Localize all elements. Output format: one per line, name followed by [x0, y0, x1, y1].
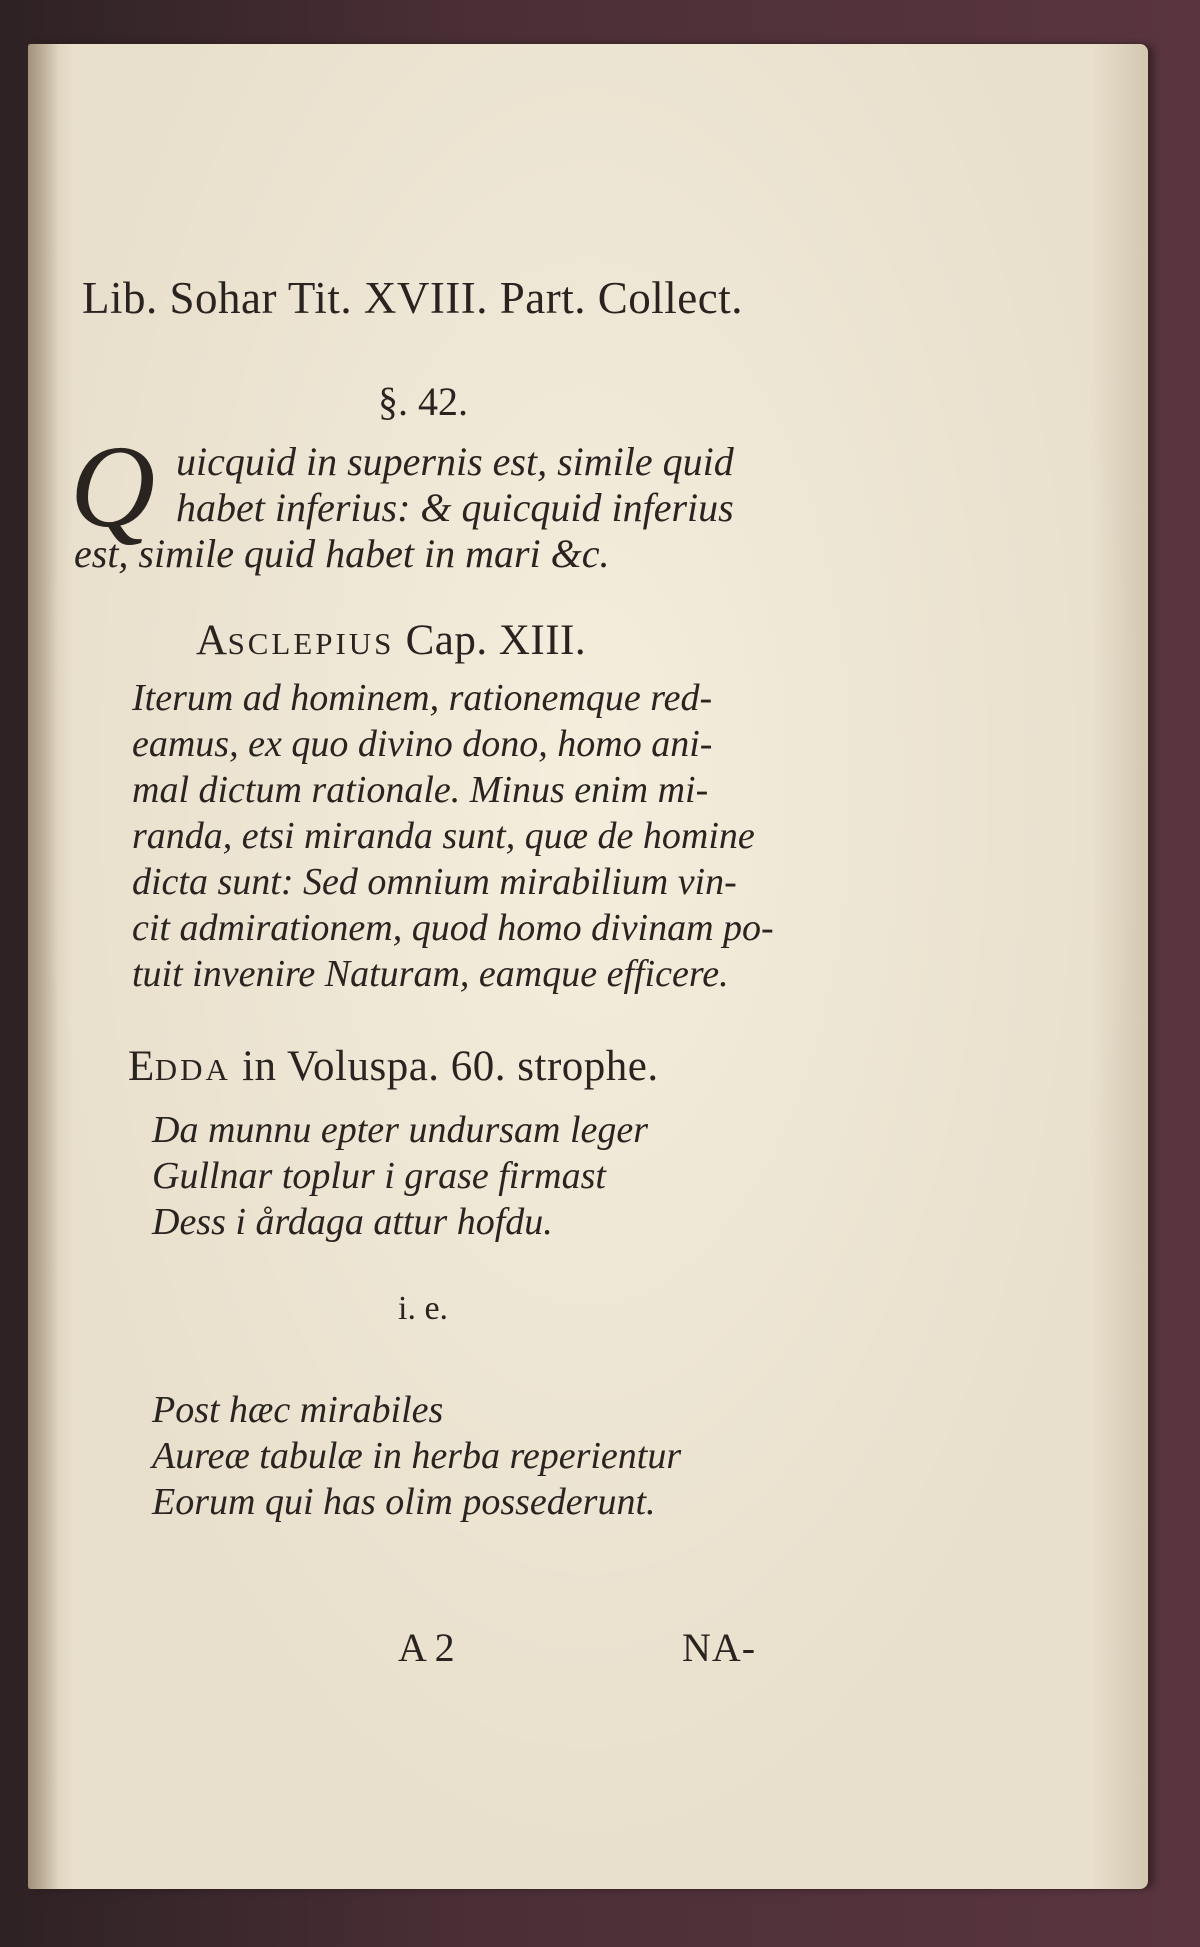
drop-cap: Q — [70, 421, 156, 552]
catchword: NA- — [682, 1625, 757, 1670]
asclepius-line: mal dictum rationale. Minus enim mi- — [132, 769, 709, 811]
asclepius-chapter: Cap. XIII. — [405, 617, 587, 664]
edda-reference: in Voluspa. 60. strophe. — [242, 1043, 659, 1090]
translation-line: Aureæ tabulæ in herba reperientur — [152, 1435, 682, 1477]
asclepius-line: Iterum ad hominem, rationemque red- — [132, 677, 713, 719]
verse-line: Da munnu epter undursam leger — [152, 1109, 649, 1151]
edda-heading — [128, 1042, 659, 1091]
asclepius-name: SCLEPIUS — [227, 626, 395, 661]
asclepius-initial: A — [196, 617, 228, 664]
signature-mark: A 2 — [398, 1625, 455, 1670]
page-gutter-shadow — [28, 44, 58, 1889]
quote-line: habet inferius: & quicquid inferius — [176, 485, 734, 530]
asclepius-line: cit admirationem, quod homo divinam po- — [132, 907, 774, 949]
quote-line: uicquid in supernis est, simile quid — [176, 439, 734, 484]
edda-name: DDA — [154, 1052, 231, 1087]
asclepius-line: eamus, ex quo divino dono, homo ani- — [132, 723, 713, 765]
edda-initial: E — [128, 1043, 155, 1090]
asclepius-line: tuit invenire Naturam, eamque efficere. — [132, 953, 729, 995]
page-heading: Lib. Sohar Tit. XVIII. Part. Collect. — [82, 273, 743, 323]
asclepius-line: randa, etsi miranda sunt, quæ de homine — [132, 815, 755, 857]
id-est-label: i. e. — [398, 1290, 449, 1327]
translation-line: Eorum qui has olim possederunt. — [152, 1481, 656, 1523]
translation-line: Post hæc mirabiles — [152, 1389, 444, 1431]
verse-line: Dess i årdaga attur hofdu. — [152, 1201, 553, 1243]
quote-line: est, simile quid habet in mari &c. — [74, 531, 610, 576]
asclepius-heading — [196, 616, 586, 665]
verse-line: Gullnar toplur i grase firmast — [152, 1155, 606, 1197]
section-number: §. 42. — [378, 379, 468, 424]
asclepius-line: dicta sunt: Sed omnium mirabilium vin- — [132, 861, 737, 903]
